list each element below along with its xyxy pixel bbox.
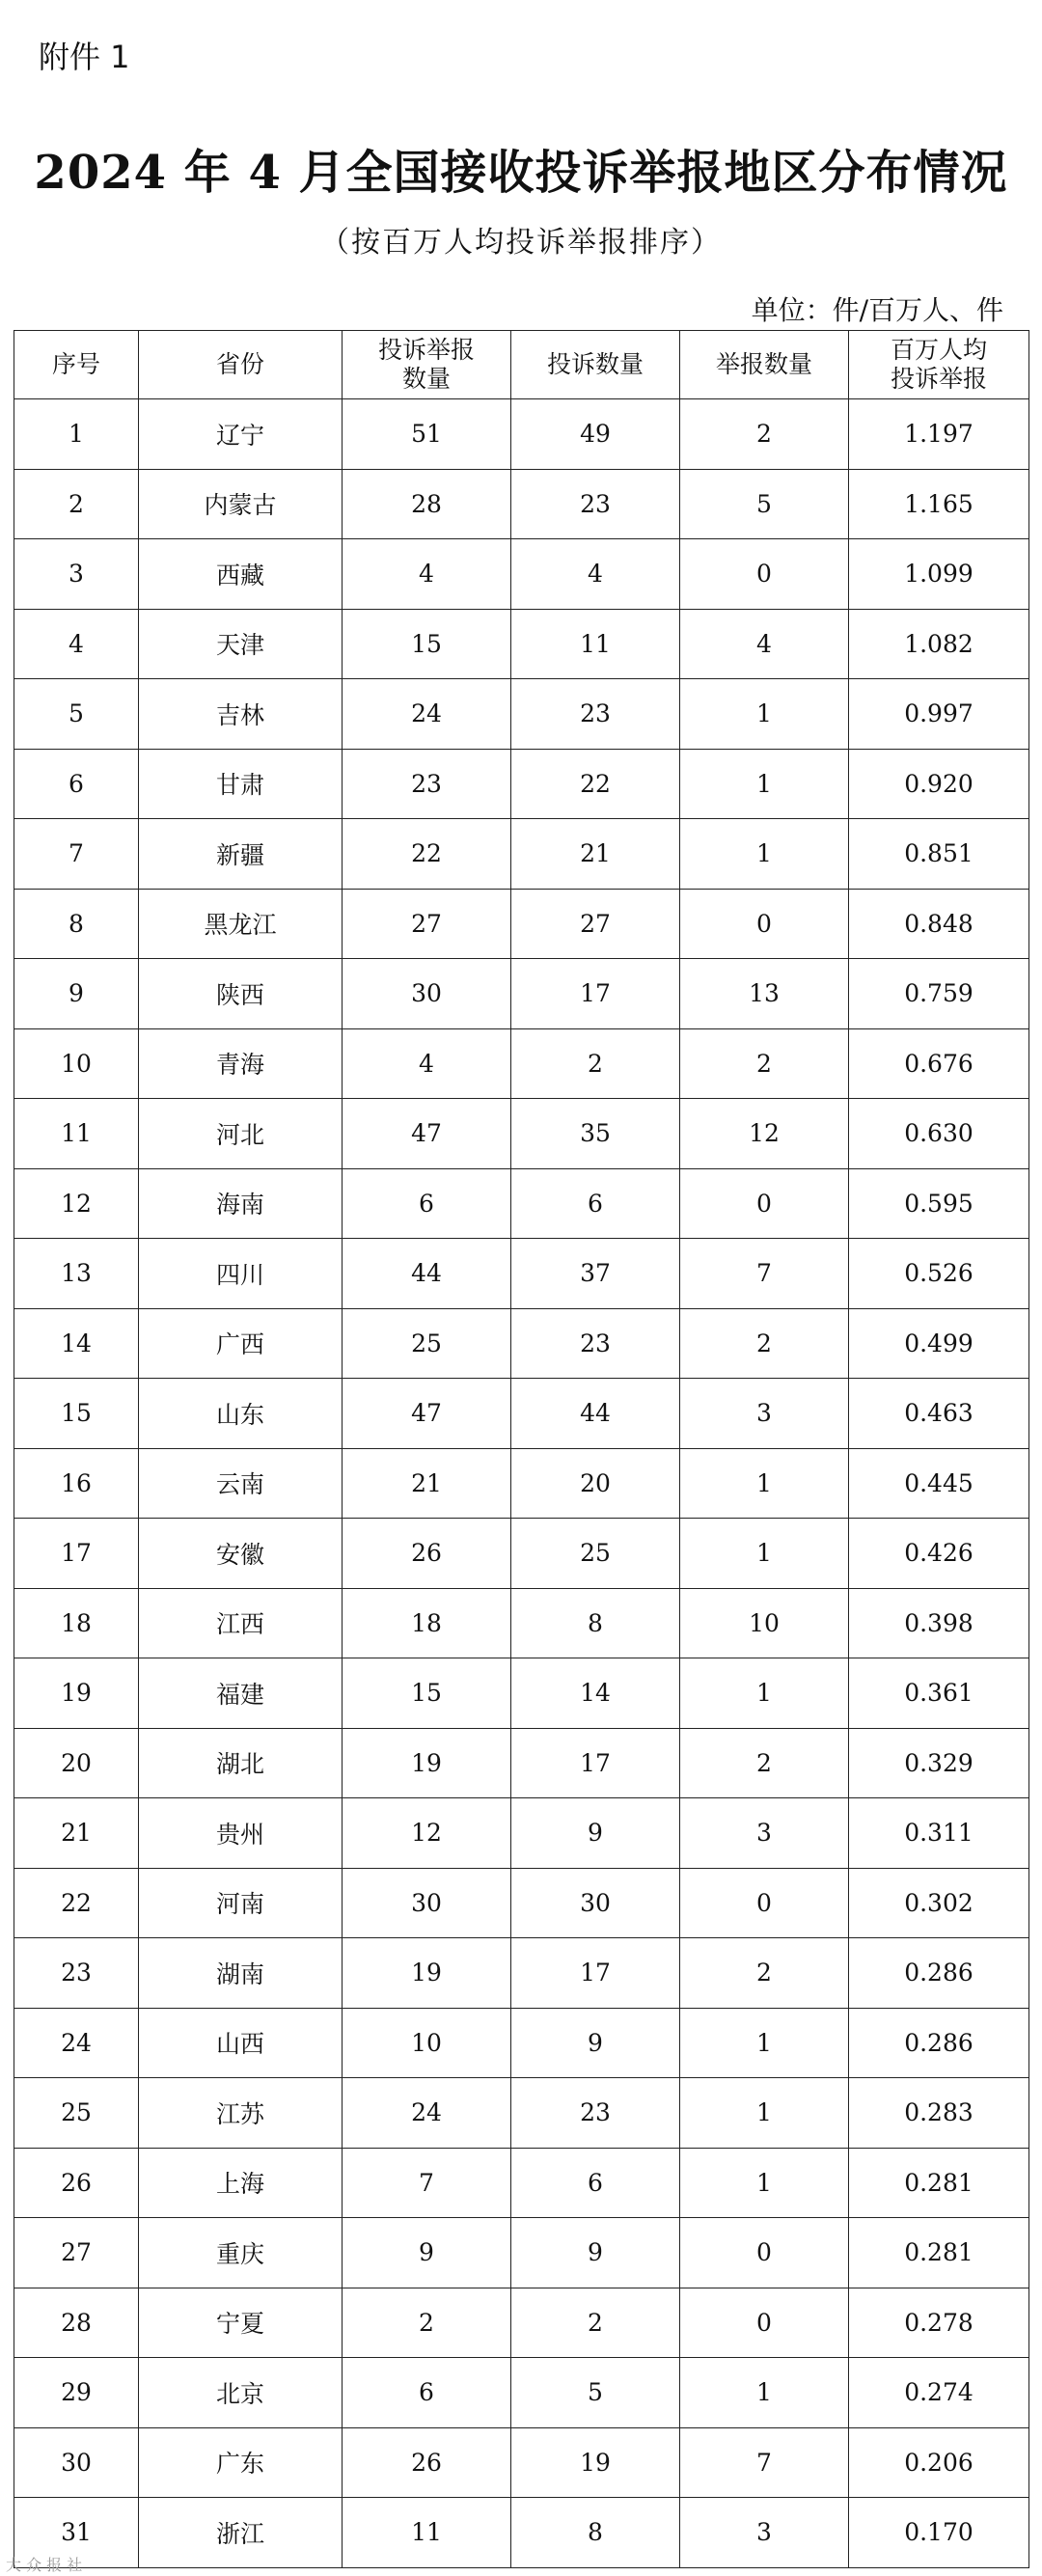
table-row: [14, 1658, 1029, 1729]
cell-complaints: 27: [511, 889, 680, 959]
cell-reports: 5: [680, 469, 849, 539]
cell-complaints: 44: [511, 1379, 680, 1449]
table-row: [14, 1448, 1029, 1519]
cell-reports: 3: [680, 2498, 849, 2568]
cell-per-million: 0.286: [849, 1938, 1029, 2009]
cell-complaints: 8: [511, 1588, 680, 1658]
cell-province: 重庆: [139, 2218, 343, 2288]
cell-complaints: 19: [511, 2427, 680, 2498]
cell-index: 18: [14, 1588, 139, 1658]
cell-total: 7: [343, 2148, 511, 2218]
cell-index: 5: [14, 679, 139, 750]
table-row: [14, 539, 1029, 610]
table-row: [14, 469, 1029, 539]
header-province: [139, 331, 343, 399]
cell-index: 26: [14, 2148, 139, 2218]
cell-index: 28: [14, 2288, 139, 2358]
cell-index: 1: [14, 399, 139, 470]
header-reports: [680, 331, 849, 399]
cell-total: 30: [343, 1868, 511, 1938]
cell-province: 黑龙江: [139, 889, 343, 959]
cell-index: 10: [14, 1028, 139, 1099]
cell-per-million: 1.082: [849, 609, 1029, 679]
table-row: [14, 399, 1029, 470]
cell-province: 四川: [139, 1239, 343, 1309]
table-row: [14, 959, 1029, 1029]
cell-per-million: 0.426: [849, 1519, 1029, 1589]
cell-per-million: 0.463: [849, 1379, 1029, 1449]
cell-per-million: 0.170: [849, 2498, 1029, 2568]
table-row: [14, 2427, 1029, 2498]
cell-complaints: 9: [511, 2218, 680, 2288]
cell-per-million: 0.302: [849, 1868, 1029, 1938]
cell-total: 19: [343, 1728, 511, 1798]
cell-index: 8: [14, 889, 139, 959]
cell-reports: 13: [680, 959, 849, 1029]
cell-per-million: 0.281: [849, 2218, 1029, 2288]
cell-index: 22: [14, 1868, 139, 1938]
cell-reports: 7: [680, 1239, 849, 1309]
cell-province: 西藏: [139, 539, 343, 610]
cell-reports: 1: [680, 819, 849, 890]
header-complaints: [511, 331, 680, 399]
cell-complaints: 11: [511, 609, 680, 679]
table-row: [14, 1868, 1029, 1938]
cell-reports: 1: [680, 679, 849, 750]
cell-province: 内蒙古: [139, 469, 343, 539]
cell-province: 天津: [139, 609, 343, 679]
cell-total: 24: [343, 679, 511, 750]
cell-total: 47: [343, 1379, 511, 1449]
table-row: [14, 1239, 1029, 1309]
cell-index: 3: [14, 539, 139, 610]
header-total: [343, 331, 511, 399]
cell-per-million: 0.398: [849, 1588, 1029, 1658]
cell-total: 24: [343, 2078, 511, 2149]
cell-per-million: 0.329: [849, 1728, 1029, 1798]
cell-index: 27: [14, 2218, 139, 2288]
cell-reports: 0: [680, 2288, 849, 2358]
cell-per-million: 0.499: [849, 1308, 1029, 1379]
table-row: [14, 2498, 1029, 2568]
cell-complaints: 9: [511, 2008, 680, 2078]
cell-reports: 10: [680, 1588, 849, 1658]
cell-reports: 1: [680, 2148, 849, 2218]
header-reports-line: 举报数量: [715, 350, 812, 378]
watermark: 大 众 报 社: [6, 2556, 83, 2574]
cell-complaints: 23: [511, 2078, 680, 2149]
cell-per-million: 0.759: [849, 959, 1029, 1029]
cell-index: 30: [14, 2427, 139, 2498]
cell-total: 18: [343, 1588, 511, 1658]
cell-province: 上海: [139, 2148, 343, 2218]
cell-total: 26: [343, 2427, 511, 2498]
cell-reports: 2: [680, 399, 849, 470]
cell-index: 4: [14, 609, 139, 679]
table-row: [14, 2358, 1029, 2428]
table-row: [14, 1588, 1029, 1658]
cell-total: 11: [343, 2498, 511, 2568]
cell-index: 7: [14, 819, 139, 890]
cell-index: 19: [14, 1658, 139, 1729]
cell-total: 23: [343, 749, 511, 819]
cell-complaints: 17: [511, 959, 680, 1029]
cell-reports: 1: [680, 2008, 849, 2078]
cell-reports: 0: [680, 1868, 849, 1938]
cell-per-million: 0.997: [849, 679, 1029, 750]
cell-complaints: 25: [511, 1519, 680, 1589]
cell-province: 广西: [139, 1308, 343, 1379]
cell-reports: 1: [680, 2358, 849, 2428]
table-row: [14, 819, 1029, 890]
cell-complaints: 37: [511, 1239, 680, 1309]
unit-note: 单位：件/百万人、件: [751, 294, 1003, 326]
cell-reports: 0: [680, 889, 849, 959]
cell-total: 9: [343, 2218, 511, 2288]
cell-province: 北京: [139, 2358, 343, 2428]
cell-province: 福建: [139, 1658, 343, 1729]
cell-index: 12: [14, 1168, 139, 1239]
cell-per-million: 0.286: [849, 2008, 1029, 2078]
cell-index: 29: [14, 2358, 139, 2428]
cell-per-million: 0.206: [849, 2427, 1029, 2498]
cell-complaints: 20: [511, 1448, 680, 1519]
cell-index: 6: [14, 749, 139, 819]
cell-complaints: 49: [511, 399, 680, 470]
table-row: [14, 1379, 1029, 1449]
cell-complaints: 2: [511, 2288, 680, 2358]
cell-complaints: 9: [511, 1798, 680, 1869]
document-subtitle: （按百万人均投诉举报排序）: [320, 226, 722, 260]
cell-reports: 0: [680, 539, 849, 610]
cell-index: 2: [14, 469, 139, 539]
cell-total: 44: [343, 1239, 511, 1309]
cell-complaints: 8: [511, 2498, 680, 2568]
cell-index: 14: [14, 1308, 139, 1379]
cell-reports: 2: [680, 1938, 849, 2009]
cell-per-million: 0.274: [849, 2358, 1029, 2428]
header-total-line: 数量: [401, 365, 451, 393]
cell-complaints: 23: [511, 469, 680, 539]
cell-province: 湖南: [139, 1938, 343, 2009]
cell-total: 19: [343, 1938, 511, 2009]
cell-per-million: 0.676: [849, 1028, 1029, 1099]
cell-reports: 0: [680, 1168, 849, 1239]
header-per-million-line: 投诉举报: [890, 365, 987, 393]
cell-index: 31: [14, 2498, 139, 2568]
cell-per-million: 0.281: [849, 2148, 1029, 2218]
cell-total: 21: [343, 1448, 511, 1519]
table-header: [14, 331, 1029, 399]
cell-province: 安徽: [139, 1519, 343, 1589]
cell-province: 山东: [139, 1379, 343, 1449]
document-title: 2024 年 4 月全国接收投诉举报地区分布情况: [34, 146, 1008, 200]
cell-total: 25: [343, 1308, 511, 1379]
cell-complaints: 5: [511, 2358, 680, 2428]
cell-total: 12: [343, 1798, 511, 1869]
cell-index: 9: [14, 959, 139, 1029]
cell-reports: 3: [680, 1379, 849, 1449]
cell-per-million: 0.278: [849, 2288, 1029, 2358]
cell-province: 河南: [139, 1868, 343, 1938]
cell-complaints: 6: [511, 2148, 680, 2218]
cell-province: 甘肃: [139, 749, 343, 819]
table-row: [14, 1798, 1029, 1869]
cell-index: 25: [14, 2078, 139, 2149]
cell-province: 江苏: [139, 2078, 343, 2149]
table-row: [14, 1099, 1029, 1169]
cell-index: 24: [14, 2008, 139, 2078]
cell-index: 16: [14, 1448, 139, 1519]
cell-reports: 1: [680, 749, 849, 819]
table-row: [14, 889, 1029, 959]
cell-total: 6: [343, 2358, 511, 2428]
cell-per-million: 1.099: [849, 539, 1029, 610]
cell-complaints: 2: [511, 1028, 680, 1099]
cell-reports: 12: [680, 1099, 849, 1169]
header-index: [14, 331, 139, 399]
cell-reports: 7: [680, 2427, 849, 2498]
cell-province: 浙江: [139, 2498, 343, 2568]
cell-reports: 4: [680, 609, 849, 679]
cell-total: 15: [343, 609, 511, 679]
header-per-million-line: 百万人均: [890, 336, 987, 364]
header-row: [14, 331, 1029, 399]
cell-reports: 1: [680, 1658, 849, 1729]
cell-per-million: 0.920: [849, 749, 1029, 819]
table-row: [14, 2008, 1029, 2078]
cell-complaints: 17: [511, 1728, 680, 1798]
table-row: [14, 1519, 1029, 1589]
cell-per-million: 0.283: [849, 2078, 1029, 2149]
cell-total: 22: [343, 819, 511, 890]
cell-complaints: 22: [511, 749, 680, 819]
header-per-million: [849, 331, 1029, 399]
cell-per-million: 0.595: [849, 1168, 1029, 1239]
cell-reports: 1: [680, 1448, 849, 1519]
cell-complaints: 6: [511, 1168, 680, 1239]
cell-complaints: 23: [511, 1308, 680, 1379]
cell-reports: 0: [680, 2218, 849, 2288]
cell-province: 宁夏: [139, 2288, 343, 2358]
cell-complaints: 30: [511, 1868, 680, 1938]
cell-total: 15: [343, 1658, 511, 1729]
cell-complaints: 17: [511, 1938, 680, 2009]
attachment-label: 附件 1: [39, 39, 130, 75]
table-row: [14, 749, 1029, 819]
cell-index: 15: [14, 1379, 139, 1449]
cell-total: 51: [343, 399, 511, 470]
cell-total: 4: [343, 1028, 511, 1099]
cell-province: 新疆: [139, 819, 343, 890]
header-index-line: 序号: [51, 350, 100, 378]
header-province-line: 省份: [215, 350, 264, 378]
cell-index: 23: [14, 1938, 139, 2009]
cell-per-million: 0.445: [849, 1448, 1029, 1519]
cell-total: 6: [343, 1168, 511, 1239]
cell-complaints: 4: [511, 539, 680, 610]
header-total-line: 投诉举报: [377, 336, 475, 364]
cell-province: 海南: [139, 1168, 343, 1239]
cell-per-million: 0.851: [849, 819, 1029, 890]
header-complaints-line: 投诉数量: [546, 350, 644, 378]
table-row: [14, 1168, 1029, 1239]
cell-per-million: 0.630: [849, 1099, 1029, 1169]
table-row: [14, 2078, 1029, 2149]
cell-province: 贵州: [139, 1798, 343, 1869]
cell-province: 辽宁: [139, 399, 343, 470]
cell-index: 17: [14, 1519, 139, 1589]
cell-total: 2: [343, 2288, 511, 2358]
cell-complaints: 21: [511, 819, 680, 890]
table-row: [14, 609, 1029, 679]
cell-reports: 1: [680, 1519, 849, 1589]
cell-index: 11: [14, 1099, 139, 1169]
cell-province: 江西: [139, 1588, 343, 1658]
table-row: [14, 2288, 1029, 2358]
table-row: [14, 1308, 1029, 1379]
cell-complaints: 14: [511, 1658, 680, 1729]
cell-per-million: 0.361: [849, 1658, 1029, 1729]
cell-index: 13: [14, 1239, 139, 1309]
cell-province: 吉林: [139, 679, 343, 750]
cell-total: 47: [343, 1099, 511, 1169]
cell-per-million: 1.165: [849, 469, 1029, 539]
cell-province: 湖北: [139, 1728, 343, 1798]
cell-total: 10: [343, 2008, 511, 2078]
cell-per-million: 1.197: [849, 399, 1029, 470]
cell-total: 27: [343, 889, 511, 959]
cell-province: 河北: [139, 1099, 343, 1169]
table-row: [14, 2148, 1029, 2218]
cell-per-million: 0.848: [849, 889, 1029, 959]
table-row: [14, 1028, 1029, 1099]
cell-complaints: 23: [511, 679, 680, 750]
table-body: [14, 399, 1029, 2568]
cell-complaints: 35: [511, 1099, 680, 1169]
cell-reports: 1: [680, 2078, 849, 2149]
cell-index: 20: [14, 1728, 139, 1798]
cell-province: 青海: [139, 1028, 343, 1099]
table-row: [14, 679, 1029, 750]
cell-province: 云南: [139, 1448, 343, 1519]
cell-per-million: 0.311: [849, 1798, 1029, 1869]
cell-per-million: 0.526: [849, 1239, 1029, 1309]
cell-reports: 2: [680, 1028, 849, 1099]
table-row: [14, 1938, 1029, 2009]
cell-index: 21: [14, 1798, 139, 1869]
table-row: [14, 1728, 1029, 1798]
cell-total: 26: [343, 1519, 511, 1589]
cell-province: 广东: [139, 2427, 343, 2498]
table-row: [14, 2218, 1029, 2288]
cell-reports: 2: [680, 1308, 849, 1379]
cell-province: 陕西: [139, 959, 343, 1029]
cell-reports: 3: [680, 1798, 849, 1869]
cell-province: 山西: [139, 2008, 343, 2078]
cell-total: 30: [343, 959, 511, 1029]
cell-reports: 2: [680, 1728, 849, 1798]
cell-total: 4: [343, 539, 511, 610]
complaint-distribution-table: [14, 330, 1029, 2568]
cell-total: 28: [343, 469, 511, 539]
